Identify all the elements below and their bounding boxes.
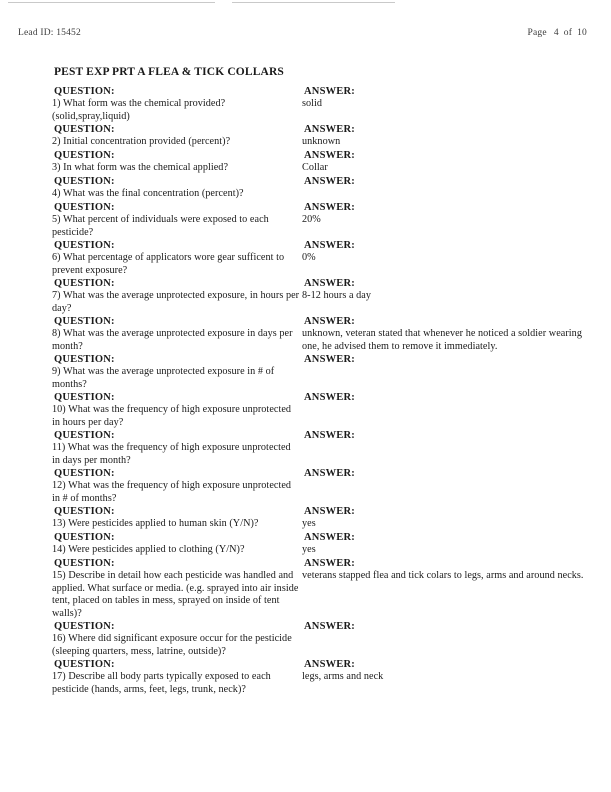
- qa-row: [52, 201, 597, 239]
- page-indicator: [528, 28, 587, 38]
- question-text: 9) What was the average unprotected exposure in # of months?: [52, 366, 275, 390]
- answer-cell: [302, 429, 597, 442]
- question-text: 8) What was the average unprotected exposure in days per month?: [52, 328, 293, 352]
- answer-cell: [302, 85, 597, 111]
- answer-text: unknown: [302, 136, 341, 147]
- question-label: QUESTION:: [54, 392, 115, 403]
- question-label: QUESTION:: [54, 316, 115, 327]
- qa-row: [52, 505, 597, 531]
- question-label: QUESTION:: [54, 659, 115, 670]
- answer-cell: [302, 557, 597, 583]
- answer-label: ANSWER:: [304, 240, 355, 251]
- answer-label: ANSWER:: [304, 278, 355, 289]
- question-text: 17) Describe all body parts typically exposed to each pesticide (hands, arms, feet, legs, trunk, neck)?: [52, 671, 271, 695]
- qa-row: [52, 175, 597, 201]
- qa-row: [52, 531, 597, 557]
- answer-label: ANSWER:: [304, 506, 355, 517]
- answer-text: 20%: [302, 214, 321, 225]
- answer-cell: [302, 467, 597, 480]
- question-cell: [52, 391, 300, 429]
- document-body: [52, 66, 597, 696]
- qa-row: [52, 315, 597, 353]
- question-cell: [52, 175, 300, 201]
- qa-row: [52, 658, 597, 696]
- answer-cell: [302, 620, 597, 633]
- question-text: 6) What percentage of applicators wore gear sufficent to prevent exposure?: [52, 252, 285, 276]
- question-cell: [52, 557, 300, 620]
- answer-label: ANSWER:: [304, 150, 355, 161]
- question-label: QUESTION:: [54, 202, 115, 213]
- qa-row: [52, 149, 597, 175]
- answer-label: ANSWER:: [304, 430, 355, 441]
- question-cell: [52, 505, 300, 531]
- answer-cell: [302, 658, 597, 684]
- page-number: 4: [553, 28, 559, 38]
- question-text: 2) Initial concentration provided (percent)?: [52, 136, 231, 147]
- question-text: 3) In what form was the chemical applied?: [52, 162, 229, 173]
- answer-cell: [302, 239, 597, 265]
- running-head: [0, 28, 611, 42]
- question-cell: [52, 429, 300, 467]
- question-label: QUESTION:: [54, 558, 115, 569]
- answer-label: ANSWER:: [304, 659, 355, 670]
- question-label: QUESTION:: [54, 621, 115, 632]
- answer-cell: [302, 391, 597, 404]
- question-text: 11) What was the frequency of high exposure unprotected in days per month?: [52, 442, 291, 466]
- question-label: QUESTION:: [54, 468, 115, 479]
- answer-text: veterans stapped flea and tick colars to legs, arms and around necks.: [302, 570, 584, 581]
- question-cell: [52, 353, 300, 391]
- answer-cell: [302, 201, 597, 227]
- question-cell: [52, 123, 300, 149]
- answer-text: unknown, veteran stated that whenever he noticed a soldier wearing one, he advised them to remove it immediately.: [302, 328, 582, 352]
- question-cell: [52, 620, 300, 658]
- question-label: QUESTION:: [54, 354, 115, 365]
- qa-row: [52, 123, 597, 149]
- qa-row: [52, 239, 597, 277]
- question-cell: [52, 467, 300, 505]
- question-text: 1) What form was the chemical provided?(solid,spray,liquid): [52, 98, 226, 122]
- answer-cell: [302, 315, 597, 353]
- scan-rule-right: [232, 2, 395, 3]
- answer-text: yes: [302, 544, 316, 555]
- question-cell: [52, 201, 300, 239]
- answer-cell: [302, 531, 597, 557]
- question-text: 10) What was the frequency of high exposure unprotected in hours per day?: [52, 404, 292, 428]
- qa-row: [52, 391, 597, 429]
- question-label: QUESTION:: [54, 86, 115, 97]
- qa-row: [52, 467, 597, 505]
- answer-label: ANSWER:: [304, 86, 355, 97]
- answer-text: 0%: [302, 252, 316, 263]
- qa-row: [52, 557, 597, 620]
- qa-row: [52, 353, 597, 391]
- answer-label: ANSWER:: [304, 316, 355, 327]
- question-text: 15) Describe in detail how each pesticide was handled and applied. What surface or media. (e.g. sprayed into air inside tent, placed on tables in mess, sprayed on inside of tent walls)?: [52, 570, 299, 619]
- qa-row: [52, 85, 597, 123]
- question-cell: [52, 315, 300, 353]
- question-text: 4) What was the final concentration (percent)?: [52, 188, 244, 199]
- scan-artifact-rules: [0, 0, 611, 6]
- page-label: Page: [527, 28, 547, 38]
- question-cell: [52, 658, 300, 696]
- question-text: 14) Were pesticides applied to clothing (Y/N)?: [52, 544, 245, 555]
- question-label: QUESTION:: [54, 506, 115, 517]
- question-cell: [52, 277, 300, 315]
- question-text: 7) What was the average unprotected exposure, in hours per day?: [52, 290, 300, 314]
- question-label: QUESTION:: [54, 278, 115, 289]
- question-label: QUESTION:: [54, 240, 115, 251]
- scan-rule-left: [8, 2, 215, 3]
- lead-id: Lead ID: 15452: [18, 28, 81, 38]
- question-text: 13) Were pesticides applied to human skin (Y/N)?: [52, 518, 259, 529]
- question-cell: [52, 149, 300, 175]
- answer-cell: [302, 149, 597, 175]
- answer-cell: [302, 505, 597, 531]
- question-label: QUESTION:: [54, 430, 115, 441]
- qa-row: [52, 620, 597, 658]
- answer-label: ANSWER:: [304, 124, 355, 135]
- answer-text: legs, arms and neck: [302, 671, 384, 682]
- question-label: QUESTION:: [54, 532, 115, 543]
- answer-label: ANSWER:: [304, 202, 355, 213]
- document-title: PEST EXP PRT A FLEA & TICK COLLARS: [54, 66, 284, 78]
- answer-label: ANSWER:: [304, 176, 355, 187]
- question-answer-list: [52, 85, 597, 696]
- answer-text: 8-12 hours a day: [302, 290, 371, 301]
- qa-row: [52, 277, 597, 315]
- question-text: 16) Where did significant exposure occur for the pesticide (sleeping quarters, mess, latrine, outside)?: [52, 633, 292, 657]
- question-label: QUESTION:: [54, 176, 115, 187]
- answer-cell: [302, 353, 597, 366]
- answer-cell: [302, 175, 597, 188]
- page-total: 10: [577, 28, 587, 38]
- page-of-label: of: [563, 28, 573, 38]
- question-cell: [52, 85, 300, 123]
- answer-cell: [302, 277, 597, 303]
- answer-text: yes: [302, 518, 316, 529]
- answer-text: Collar: [302, 162, 328, 173]
- question-label: QUESTION:: [54, 124, 115, 135]
- answer-label: ANSWER:: [304, 468, 355, 479]
- answer-label: ANSWER:: [304, 532, 355, 543]
- question-cell: [52, 239, 300, 277]
- answer-label: ANSWER:: [304, 392, 355, 403]
- answer-cell: [302, 123, 597, 149]
- answer-label: ANSWER:: [304, 354, 355, 365]
- answer-label: ANSWER:: [304, 558, 355, 569]
- question-text: 12) What was the frequency of high exposure unprotected in # of months?: [52, 480, 292, 504]
- answer-label: ANSWER:: [304, 621, 355, 632]
- qa-row: [52, 429, 597, 467]
- answer-text: solid: [302, 98, 323, 109]
- question-cell: [52, 531, 300, 557]
- question-text: 5) What percent of individuals were exposed to each pesticide?: [52, 214, 269, 238]
- question-label: QUESTION:: [54, 150, 115, 161]
